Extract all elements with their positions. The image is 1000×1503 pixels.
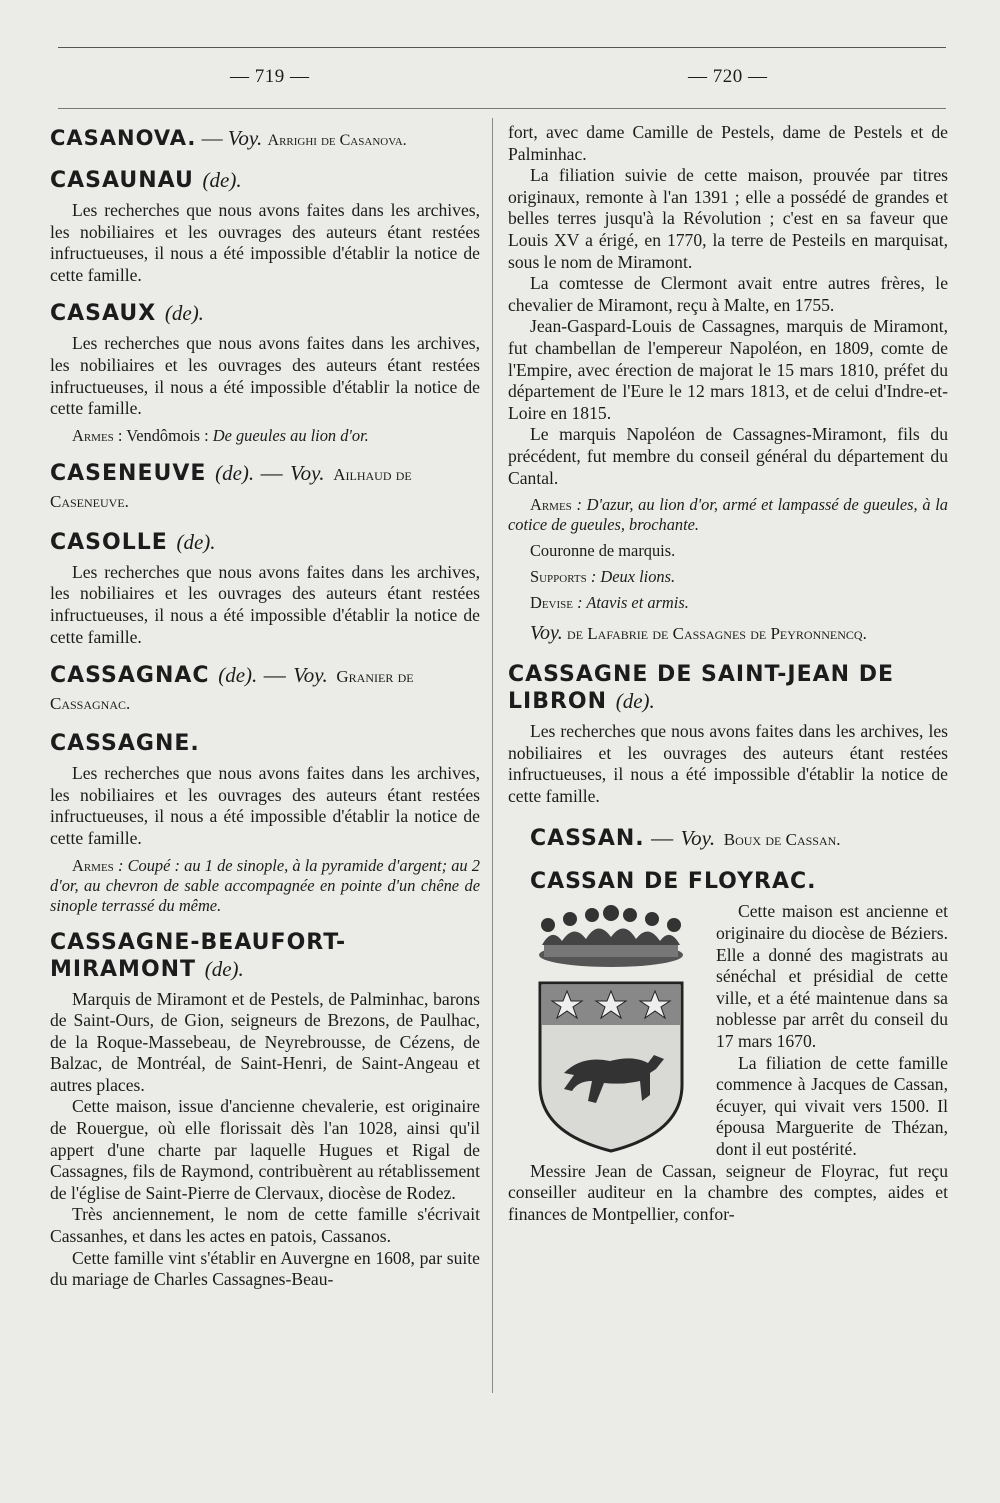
cross-reference: Granier de Cassagnac. (50, 667, 414, 714)
entry-casaux (50, 300, 480, 445)
entry-text: Les recherches que nous avons faites dans les archives, les nobiliaires et les ouvrages des auteurs étant restées infructueuses, il nous a été impossible d'établir la notice de cette famille. (50, 561, 480, 647)
marquis-crown-icon (539, 905, 683, 967)
arms-text: De gueules au lion d'or. (212, 425, 369, 445)
entry-text: Les recherches que nous avons faites dans les archives, les nobiliaires et les ouvrages des auteurs étant restées infructueuses, il nous a été impossible d'établir la notice de cette famille. (50, 200, 480, 285)
entry-cassagnac (50, 662, 480, 717)
casanova-line (50, 126, 480, 153)
voy-label: Voy. (227, 126, 263, 150)
particle: (de). (218, 663, 258, 688)
arms-label: Armes (72, 855, 114, 875)
dash: — (196, 126, 228, 150)
entry-heading (50, 930, 480, 983)
right-column (508, 122, 948, 1235)
entry-cassan (508, 825, 948, 853)
entry-heading (530, 825, 948, 853)
entry-title: CASAUX (50, 301, 157, 327)
entry-heading (50, 529, 480, 556)
entry-title: CASSAN DE FLOYRAC. (530, 869, 817, 895)
particle: (de). (164, 301, 204, 326)
entry-heading (50, 300, 480, 327)
entry-title: CASOLLE (50, 529, 168, 555)
dash: — (257, 662, 294, 688)
cross-reference: de Lafabrie de Cassagnes de Peyronnencq. (567, 624, 867, 644)
arms-line (508, 495, 948, 535)
entry-title: CASAUNAU (50, 168, 194, 193)
dash: — (254, 459, 291, 485)
entry-paragraph: Cette maison, issue d'ancienne chevalerie, est originaire de Rouergue, où elle florissait dès l'an 1028, ainsi qu'il appert d'une charte par laquelle Hugues et Rigal de Cassagnes, fils de Raymond, contribuèrent au rétablissement de l'église de Saint-Pierre de Clervaux, diocèse de Rodez. (50, 1096, 480, 1203)
entry-paragraph: Le marquis Napoléon de Cassagnes-Miramont, fils du précédent, fut membre du conseil général du département du Cantal. (508, 424, 948, 488)
entry-title: CASSAGNE. (50, 731, 200, 757)
arms-place: : Vendômois : (113, 425, 213, 445)
supports-text: : Deux lions. (586, 567, 676, 587)
arms-text: : Coupé : au 1 de sinople, à la pyramide d'argent; au 2 d'or, au chevron de sable accompagnée en pointe d'un chêne de sinople terrassé du même. (50, 855, 480, 915)
devise-label: Devise (530, 593, 573, 613)
entry-paragraph: La comtesse de Clermont avait entre autres frères, le chevalier de Miramont, reçu à Malte, en 1755. (508, 273, 948, 315)
entry-title: CASENEUVE (50, 460, 207, 486)
entry-heading (508, 662, 948, 715)
header-rule (58, 108, 946, 109)
entry-title: CASANOVA. (50, 126, 197, 150)
entry-text: Les recherches que nous avons faites dans les archives, les nobiliaires et les ouvrages des auteurs étant restées infructueuses, il nous a été impossible d'établir la notice de cette famille. (50, 763, 480, 848)
entry-casanova (50, 126, 480, 153)
column-divider (492, 118, 493, 1393)
arms-line (50, 426, 480, 446)
entry-title: CASSAGNE-BEAUFORT-MIRAMONT (50, 929, 347, 982)
entry-paragraph: La filiation suivie de cette maison, prouvée par titres originaux, remonte à l'an 1391 ; elle a possédé de grandes et belles terres jusqu'à la Révolution ; c'est en sa faveur que Louis XV a érigé, en 1770, la terre de Pesteils en marquisat, sous le nom de Miramont. (508, 165, 948, 272)
entry-paragraph: Jean-Gaspard-Louis de Cassagnes, marquis de Miramont, fut chambellan de l'empereur Napoléon, en 1809, comte de l'Empire, avec érection de majorat le 15 mars 1810, préfet du département de l'Eure le 12 mars 1813, et de celui d'Indre-et-Loire en 1815. (508, 316, 948, 423)
entry-caseneuve (50, 460, 480, 515)
see-also-line (508, 623, 948, 644)
voy-label: Voy. (530, 622, 563, 645)
entry-title: CASSAN. (530, 826, 645, 852)
voy-label: Voy. (680, 826, 716, 851)
entry-paragraph: Marquis de Miramont et de Pestels, de Palminhac, barons de Saint-Ours, de Gion, seigneurs de Brezons, de Paulhac, de la Roque-Massebeau, de Neyrebrousse, de Cézens, de Balzac, de Montréal, de Saint-Henri, de Saint-Angeau et autres places. (50, 988, 480, 1095)
page-number-right: — 720 — (688, 66, 768, 87)
entry-cassan-de-floyrac (508, 869, 948, 1225)
entry-heading (50, 460, 480, 515)
voy-label: Voy. (293, 663, 328, 688)
entry-title: CASSAGNAC (50, 663, 210, 689)
particle: (de). (202, 168, 242, 192)
cross-reference: Ailhaud de Caseneuve. (50, 464, 412, 511)
crown-line: Couronne de marquis. (530, 541, 676, 561)
entry-paragraph: La filiation de cette famille commence à Jacques de Cassan, écuyer, qui vivait vers 1500. Il épousa Marguerite de Thézan, dont il eut postérité. (716, 1052, 948, 1159)
entry-heading (50, 731, 480, 757)
particle: (de). (215, 460, 255, 485)
arms-text: : D'azur, au lion d'or, armé et lampassé de gueules, à la cotice de gueules, brochante. (508, 495, 948, 535)
motto-line (508, 593, 948, 613)
entry-heading (530, 869, 948, 895)
voy-label: Voy. (290, 460, 325, 485)
particle: (de). (204, 956, 244, 981)
entry-paragraph: Cette famille vint s'établir en Auvergne en 1608, par suite du mariage de Charles Cassagnes-Beau- (50, 1247, 480, 1290)
entry-paragraph: Cette maison est ancienne et originaire du diocèse de Béziers. Elle a donné des magistrats au sénéchal et présidial de cette ville, et a été maintenue dans sa noblesse par arrêt du conseil du 17 mars 1670. (716, 901, 948, 1052)
entry-text: Les recherches que nous avons faites dans les archives, les nobiliaires et les ouvrages des auteurs étant restées infructueuses, il nous a été impossible d'établir la notice de cette famille. (50, 333, 480, 419)
page-number-left: — 719 — (230, 66, 310, 87)
arms-line (50, 856, 480, 916)
coat-of-arms-icon (522, 905, 700, 1153)
cross-reference: Arrighi de Casanova. (267, 132, 407, 149)
entry-paragraph: Très anciennement, le nom de cette famille s'écrivait Cassanhes, et dans les actes en patois, Cassanos. (50, 1204, 480, 1247)
continued-text: fort, avec dame Camille de Pestels, dame de Pestels et de Palminhac. (508, 122, 948, 164)
particle: (de). (615, 689, 655, 714)
entry-text: Les recherches que nous avons faites dans les archives, les nobiliaires et les ouvrages des auteurs étant restées infructueuses, il nous a été impossible d'établir la notice de cette famille. (508, 721, 948, 806)
entry-heading (50, 662, 480, 717)
entry-casaunau (50, 167, 480, 286)
dash: — (644, 825, 681, 851)
supports-label: Supports (530, 567, 587, 587)
entry-casolle (50, 529, 480, 648)
devise-text: : Atavis et armis. (573, 593, 689, 613)
entry-paragraph: Messire Jean de Cassan, seigneur de Floyrac, fut reçu conseiller auditeur en la chambre des comptes, aides et finances de Montpellier, confor- (508, 1160, 948, 1224)
top-rule (58, 47, 946, 48)
cross-reference: Boux de Cassan. (723, 830, 841, 850)
supporters-line (508, 567, 948, 587)
entry-cassagne-beaufort-miramont (50, 930, 480, 1291)
entry-heading (50, 167, 480, 194)
entry-cassagne (50, 731, 480, 915)
arms-label: Armes (72, 425, 114, 445)
entry-cassagne-de-saint-jean-de-libron (508, 662, 948, 807)
particle: (de). (176, 529, 216, 554)
left-column (50, 122, 480, 1301)
entry-title: CASSAGNE DE SAINT-JEAN DE LIBRON (508, 662, 894, 715)
arms-label: Armes (530, 495, 572, 515)
